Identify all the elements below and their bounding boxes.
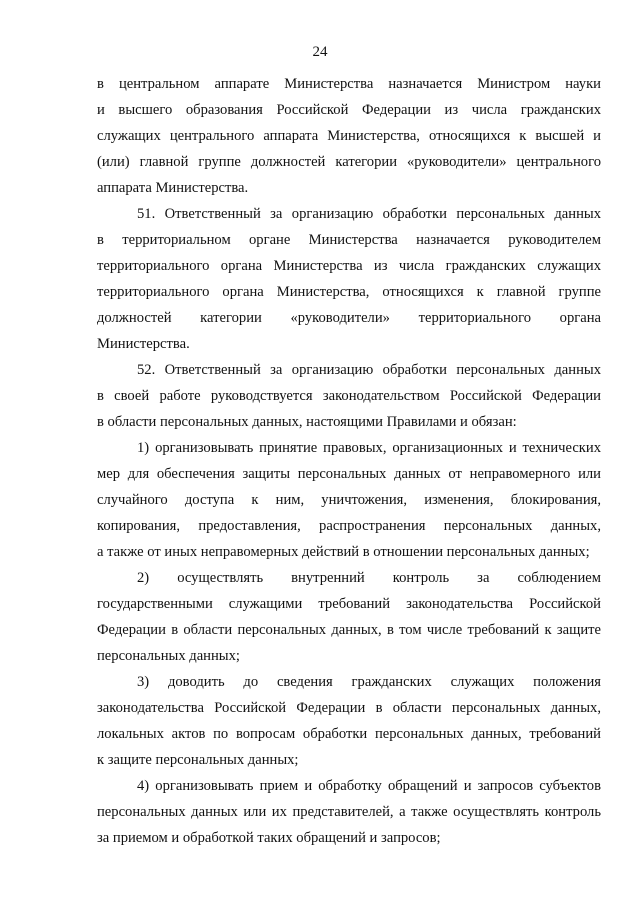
text-line: копирования, предоставления, распространения персональных данных, [97, 518, 601, 534]
paragraph-subitem-3 [97, 669, 601, 773]
text-line: 52. Ответственный за организацию обработки персональных данных [137, 362, 601, 378]
text-line: локальных актов по вопросам обработки персональных данных, требований [97, 726, 601, 742]
document-body [97, 71, 601, 851]
text-line: в области персональных данных, настоящими Правилами и обязан: [97, 414, 517, 430]
text-line: должностей категории «руководители» территориального органа [97, 310, 601, 326]
text-line: в центральном аппарате Министерства назначается Министром науки [97, 76, 601, 92]
text-line: а также от иных неправомерных действий в отношении персональных данных; [97, 544, 590, 560]
text-line: 51. Ответственный за организацию обработки персональных данных [137, 206, 601, 222]
paragraph-item-51 [97, 201, 601, 357]
text-line: в своей работе руководствуется законодательством Российской Федерации [97, 388, 601, 404]
text-line: случайного доступа к ним, уничтожения, изменения, блокирования, [97, 492, 601, 508]
text-line: 3) доводить до сведения гражданских служащих положения [137, 674, 601, 690]
text-line: в территориальном органе Министерства назначается руководителем [97, 232, 601, 248]
text-line: 2) осуществлять внутренний контроль за соблюдением [137, 570, 601, 586]
paragraph-subitem-2 [97, 565, 601, 669]
text-line: за приемом и обработкой таких обращений и запросов; [97, 830, 441, 846]
paragraph-subitem-1 [97, 435, 601, 565]
text-line: персональных данных или их представителей, а также осуществлять контроль [97, 804, 601, 820]
page-number: 24 [312, 44, 328, 60]
text-line: 1) организовывать принятие правовых, организационных и технических [137, 440, 601, 456]
text-line: (или) главной группе должностей категории «руководители» центрального [97, 154, 601, 170]
text-line: Министерства. [97, 336, 190, 352]
text-line: 4) организовывать прием и обработку обращений и запросов субъектов [137, 778, 601, 794]
text-line: к защите персональных данных; [97, 752, 299, 768]
text-line: территориального органа Министерства из числа гражданских служащих [97, 258, 601, 274]
text-line: аппарата Министерства. [97, 180, 249, 196]
text-line: Федерации в области персональных данных, в том числе требований к защите [97, 622, 601, 638]
paragraph-item-52 [97, 357, 601, 435]
paragraph-continuation [97, 71, 601, 201]
text-line: персональных данных; [97, 648, 240, 664]
text-line: территориального органа Министерства, относящихся к главной группе [97, 284, 601, 300]
text-line: государственными служащими требований законодательства Российской [97, 596, 601, 612]
text-line: законодательства Российской Федерации в области персональных данных, [97, 700, 601, 716]
text-line: мер для обеспечения защиты персональных данных от неправомерного или [97, 466, 601, 482]
text-line: служащих центрального аппарата Министерства, относящихся к высшей и [97, 128, 601, 144]
text-line: и высшего образования Российской Федерации из числа гражданских [97, 102, 601, 118]
paragraph-subitem-4 [97, 773, 601, 851]
